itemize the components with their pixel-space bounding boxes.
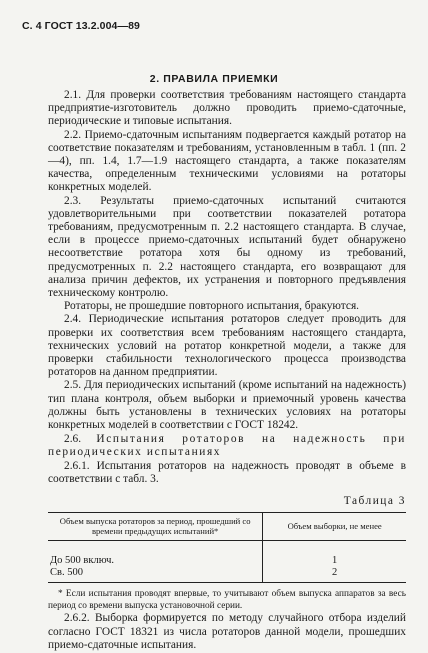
table-3-col-volume-header: Объем выпуска ротаторов за период, прошедший со времени предыдущих испытаний*: [48, 513, 263, 541]
page-header: С. 4 ГОСТ 13.2.004—89: [22, 20, 140, 32]
table-3-footnote: * Если испытания проводят впервые, то учитывают объем выпуска аппаратов за весь период со времени выпуска установочной серии.: [48, 589, 406, 612]
table-3-label: Таблица 3: [343, 495, 406, 508]
table-cell-range: До 500 включ.: [50, 555, 115, 567]
paragraph-2-2: 2.2. Приемо-сдаточным испытаниям подвергается каждый ротатор на соответствие показателям и требованиям, установленным в табл. 1 (пп. 2—4), пп. 1.4, 1.7—1.9 настоящего стандарта, а также показателям качества, определенным техническими условиями на ротаторы конкретных моделей.: [48, 128, 406, 194]
table-row: [48, 567, 406, 583]
paragraph-2-4: 2.4. Периодические испытания ротаторов следует проводить для проверки их соответствия всем требованиям настоящего стандарта, технических условий на ротатор конкретной модели, а также для проверки стабильности технологического процесса производства ротаторов на данном предприятии.: [48, 313, 406, 379]
paragraph-2-6-heading: Испытания ротаторов на надежность при периодических испытаниях: [48, 433, 406, 459]
table-3-col-sample-header: Объем выборки, не менее: [263, 513, 406, 541]
table-cell-sample: 1: [263, 555, 406, 567]
paragraph-2-6: [48, 433, 406, 459]
paragraph-2-3: 2.3. Результаты приемо-сдаточных испытаний считаются удовлетворительными при соответствии показателей ротатора требованиям, предусмотренным п. 2.2 настоящего стандарта. В случае, если в процессе приемо-сдаточных испытаний будет обнаружено несоответствие ротатора хотя бы одному из требований, предусмотренных п. 2.2 настоящего стандарта, его возвращают для анализа причин дефектов, их устранения и повторного предъявления техническому контролю.: [48, 194, 406, 300]
paragraph-2-6-2: 2.6.2. Выборка формируется по методу случайного отбора изделий согласно ГОСТ 18321 из числа ротаторов данной модели, прошедших приемо-сдаточные испытания.: [48, 612, 406, 651]
paragraph-2-6-number: 2.6.: [64, 433, 82, 446]
paragraph-2-6-1: 2.6.1. Испытания ротаторов на надежность проводят в объеме в соответствии с табл. 3.: [48, 459, 406, 485]
paragraph-2-5: 2.5. Для периодических испытаний (кроме испытаний на надежность) тип плана контроля, объем выборки и приемочный уровень качества должны быть установлены в технических условиях на ротаторы конкретных моделей в соответствии с ГОСТ 18242.: [48, 379, 406, 432]
table-cell-range: Св. 500: [48, 567, 263, 583]
table-row: [48, 555, 406, 567]
section-title: 2. ПРАВИЛА ПРИЕМКИ: [149, 73, 279, 85]
paragraph-2-1: 2.1. Для проверки соответствия требованиям настоящего стандарта предприятие-изготовитель должно проводить приемо-сдаточные, периодические и типовые испытания.: [48, 89, 406, 128]
paragraph-2-3-reject: Ротаторы, не прошедшие повторного испытания, бракуются.: [64, 300, 360, 313]
table-cell-sample: 2: [263, 567, 406, 583]
body-text: [48, 89, 406, 652]
table-3: [48, 512, 406, 583]
